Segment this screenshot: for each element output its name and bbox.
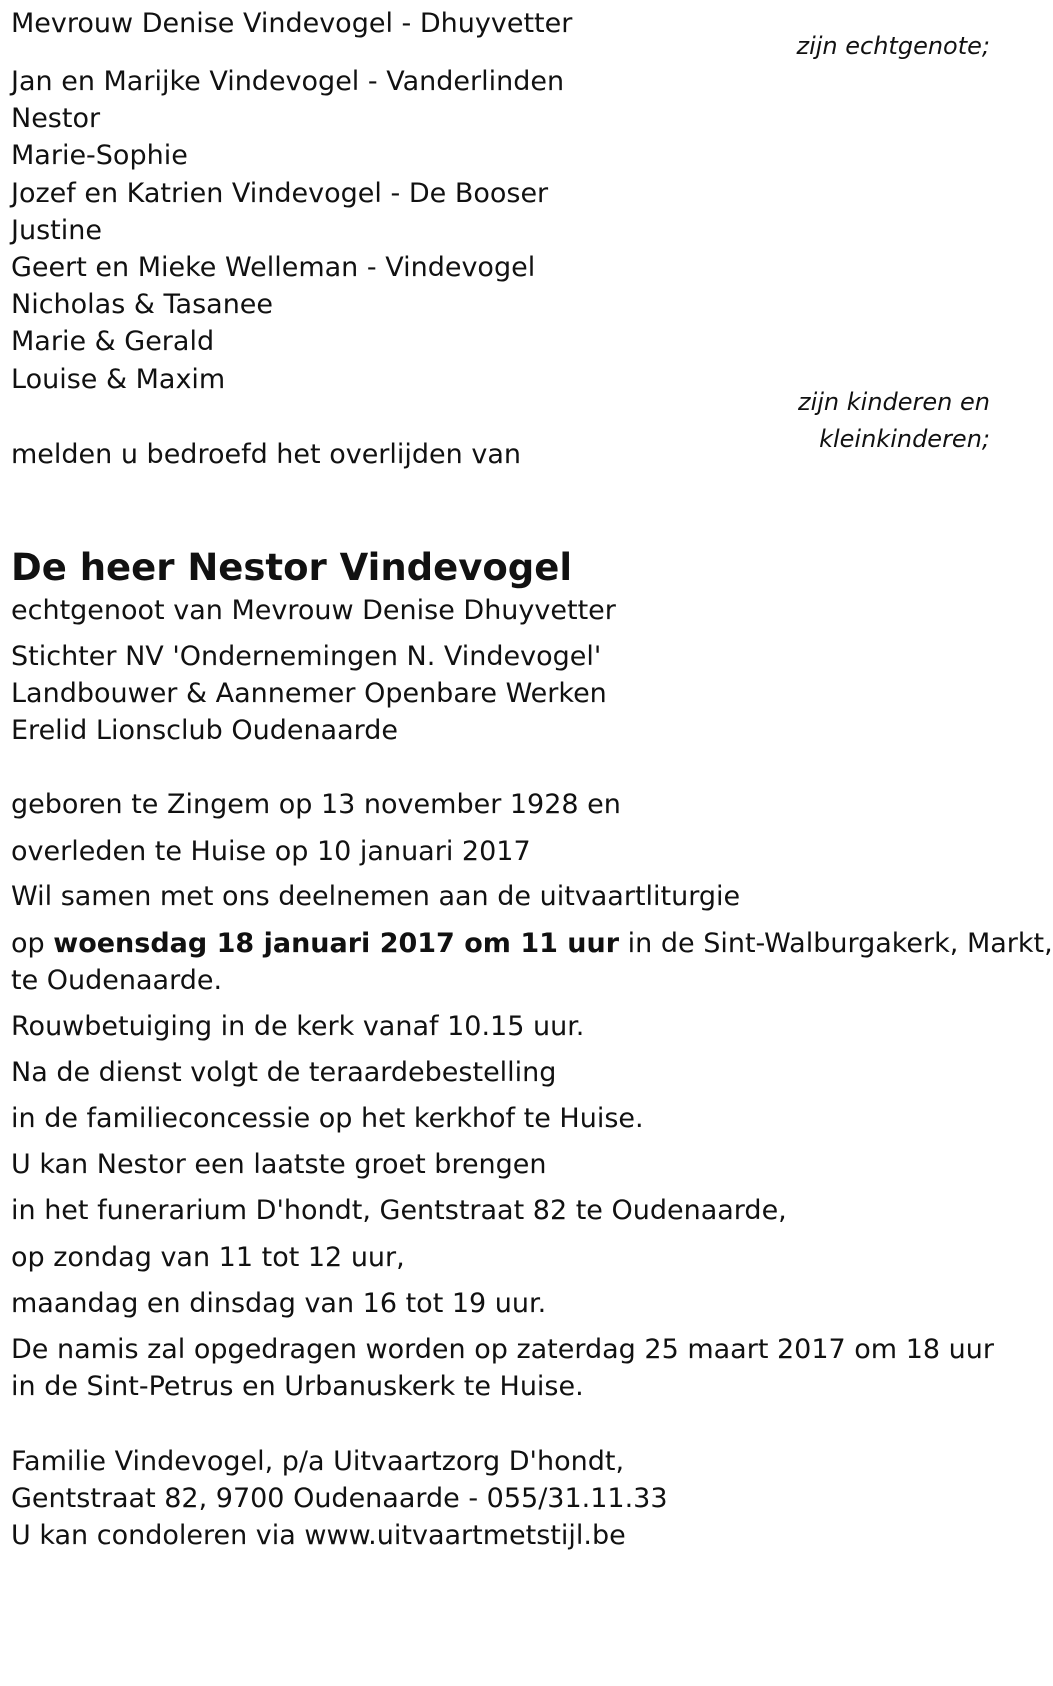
family-member: Jan en Marijke Vindevogel - Vanderlinden: [11, 66, 565, 97]
detail-line: in het funerarium D'hondt, Gentstraat 82 te Oudenaarde,: [11, 1195, 787, 1226]
announcement: melden u bedroefd het overlijden van: [11, 439, 521, 470]
mass-line1: De namis zal opgedragen worden op zaterdag 25 maart 2017 om 18 uur: [11, 1334, 994, 1365]
contact-line1: Familie Vindevogel, p/a Uitvaartzorg D'hondt,: [11, 1446, 625, 1477]
detail-line: U kan Nestor een laatste groet brengen: [11, 1149, 547, 1180]
detail-line: in de familieconcessie op het kerkhof te Huise.: [11, 1103, 644, 1134]
family-member: Justine: [11, 215, 102, 246]
family-role-line1: zijn kinderen en: [798, 388, 990, 416]
spouse-role: zijn echtgenote;: [796, 32, 990, 60]
family-member: Geert en Mieke Welleman - Vindevogel: [11, 252, 536, 283]
family-member: Nestor: [11, 103, 101, 134]
deceased-title: Landbouwer & Aannemer Openbare Werken: [11, 678, 607, 709]
contact-line3: U kan condoleren via www.uitvaartmetstijl.be: [11, 1520, 626, 1551]
deceased-name: De heer Nestor Vindevogel: [11, 546, 573, 589]
deceased-title: Erelid Lionsclub Oudenaarde: [11, 715, 399, 746]
family-member: Marie & Gerald: [11, 326, 215, 357]
deceased-spouse-line: echtgenoot van Mevrouw Denise Dhuyvetter: [11, 595, 616, 626]
detail-line: maandag en dinsdag van 16 tot 19 uur.: [11, 1288, 547, 1319]
service-datetime-line: [11, 924, 1053, 964]
mass-line2: in de Sint-Petrus en Urbanuskerk te Huise.: [11, 1371, 584, 1402]
birth-line: geboren te Zingem op 13 november 1928 en: [11, 789, 621, 820]
service-datetime: woensdag 18 januari 2017 om 11 uur: [53, 928, 620, 959]
deceased-title: Stichter NV 'Ondernemingen N. Vindevogel': [11, 641, 602, 672]
detail-line: Rouwbetuiging in de kerk vanaf 10.15 uur.: [11, 1011, 585, 1042]
family-member: Louise & Maxim: [11, 364, 226, 395]
death-line: overleden te Huise op 10 januari 2017: [11, 836, 531, 867]
family-member: Marie-Sophie: [11, 140, 188, 171]
service-place-line2: te Oudenaarde.: [11, 965, 223, 996]
spouse-name: Mevrouw Denise Vindevogel - Dhuyvetter: [11, 8, 573, 39]
service-invite: Wil samen met ons deelnemen aan de uitvaartliturgie: [11, 881, 741, 912]
service-prefix: op: [11, 928, 54, 959]
contact-line2: Gentstraat 82, 9700 Oudenaarde - 055/31.11.33: [11, 1483, 668, 1514]
family-member: Jozef en Katrien Vindevogel - De Booser: [11, 178, 549, 209]
family-member: Nicholas & Tasanee: [11, 289, 274, 320]
detail-line: Na de dienst volgt de teraardebestelling: [11, 1057, 557, 1088]
family-role-line2: kleinkinderen;: [819, 425, 990, 453]
service-place: in de Sint-Walburgakerk, Markt,: [619, 928, 1053, 959]
detail-line: op zondag van 11 tot 12 uur,: [11, 1242, 405, 1273]
